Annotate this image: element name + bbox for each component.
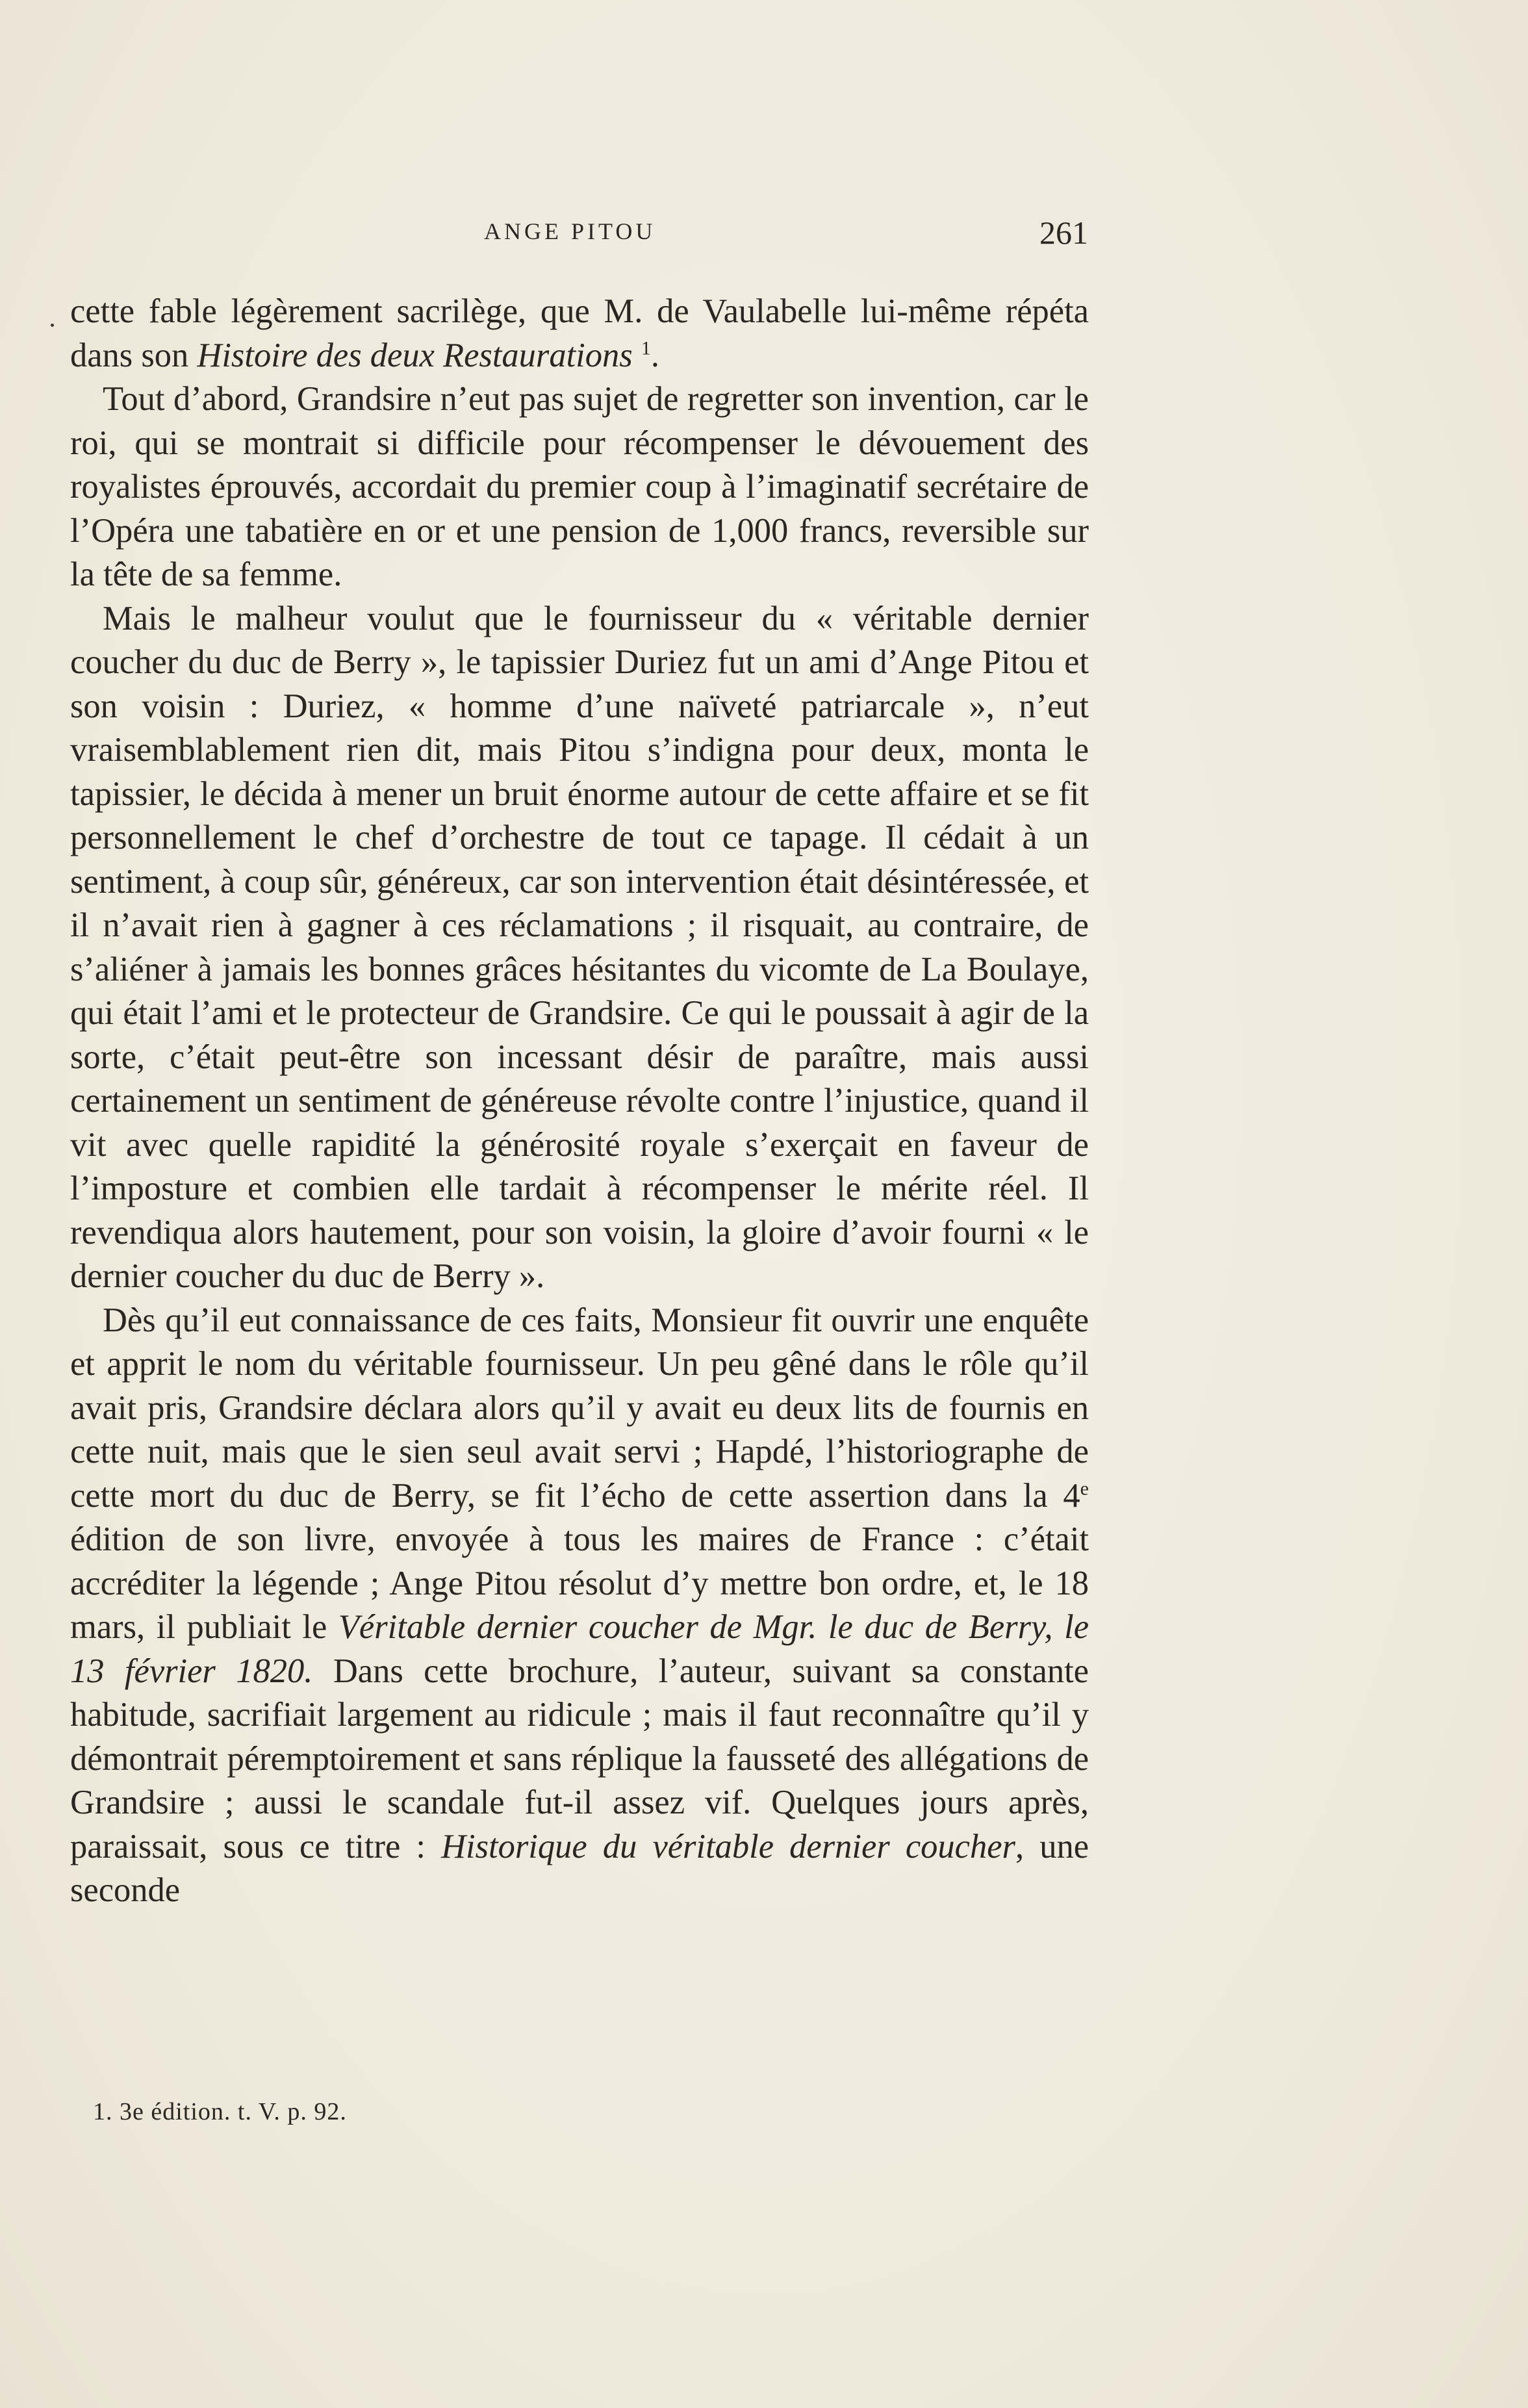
text-run: cette fable légèrement sacrilège, que M. de Vaulabelle lui-même répéta dans son [70, 292, 1089, 374]
italic-title: Véritable dernier coucher de Mgr. le duc de Berry, le 13 février 1820. [70, 1608, 1089, 1690]
superscript: e [1080, 1478, 1089, 1499]
italic-title: Histoire des deux Restaurations [197, 336, 633, 374]
text-run: Mais le malheur voulut que le fournisseur du « véritable dernier coucher du duc de Berry », le tapissier Duriez fut un ami d’Ange Pitou et son voisin : Duriez, « homme d’une naïveté patriarcale », n’eut vraisemblablement rien dit, mais Pitou s’indigna pour deux, monta le tapissier, le décida à mener un bruit énorme autour de cette affaire et se fit personnellement le chef d’orchestre de tout ce tapage. Il cédait à un sentiment, à coup sûr, généreux, car son intervention était désintéressée, et il n’avait rien à gagner à ces réclamations ; il risquait, au contraire, de s’aliéner à jamais les bonnes grâces hésitantes du vicomte de La Boulaye, qui était l’ami et le protecteur de Grandsire. Ce qui le poussait à agir de la sorte, c’était peut-être son incessant désir de paraître, mais aussi certainement un sentiment de généreuse révolte contre l’injustice, quand il vit avec quelle rapidité la générosité royale s’exerçait en faveur de l’imposture et combien elle tardait à récompenser le mérite réel. Il revendiqua alors hautement, pour son voisin, la gloire d’avoir fourni « le dernier coucher du duc de Berry ». [70, 599, 1089, 1295]
text-run: Tout d’abord, Grandsire n’eut pas sujet de regretter son invention, car le roi, qui se montrait si difficile pour récompenser le dévouement des royalistes éprouvés, accordait du premier coup à l’imaginatif secrétaire de l’Opéra une tabatière en or et une pension de 1,000 francs, reversible sur la tête de sa femme. [70, 380, 1089, 593]
text-run [633, 337, 641, 374]
superscript: 1 [641, 337, 651, 359]
paragraph [70, 1299, 1089, 1913]
body-text [70, 290, 1089, 1913]
running-head [484, 214, 1088, 257]
text-run: , une seconde [70, 1827, 1089, 1909]
text-run: Dès qu’il eut connaissance de ces faits, Monsieur fit ouvrir une enquête et apprit le nom du véritable fournisseur. Un peu gêné dans le rôle qu’il avait pris, Grandsire déclara alors qu’il y avait eu deux lits de fournis en cette nuit, mais que le sien seul avait servi ; Hapdé, l’historiographe de cette mort du duc de Berry, se fit l’écho de cette assertion dans la 4 [70, 1301, 1089, 1515]
footnote: 1. 3e édition. t. V. p. 92. [93, 2098, 347, 2125]
italic-title: Historique du véritable dernier coucher [441, 1827, 1015, 1865]
text-run: Dans cette brochure, l’auteur, suivant sa constante habitude, sacrifiait largement au ridicule ; mais il faut reconnaître qu’il y démontrait péremptoirement et sans réplique la fausseté des allégations de Grandsire ; aussi le scandale fut-il assez vif. Quelques jours après, paraissait, sous ce titre : [70, 1652, 1089, 1865]
text-run: édition de son livre, envoyée à tous les maires de France : c’était accréditer la légende ; Ange Pitou résolut d’y mettre bon ordre, et, le 18 mars, il publiait le [70, 1520, 1089, 1646]
paragraph [70, 290, 1089, 378]
page-number: 261 [1039, 214, 1088, 251]
stray-ink-mark [51, 324, 54, 327]
paragraph [70, 597, 1089, 1299]
running-title: ANGE PITOU [484, 218, 656, 244]
paragraph [70, 378, 1089, 597]
text-run: . [650, 336, 659, 374]
